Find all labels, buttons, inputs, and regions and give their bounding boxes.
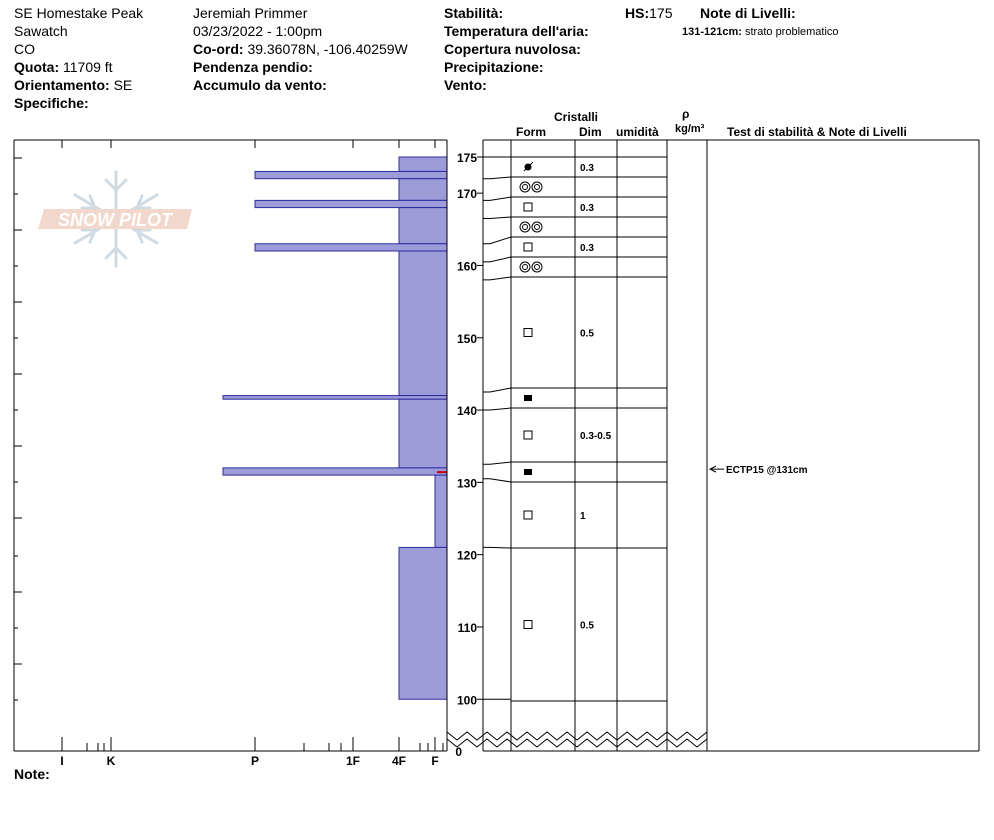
layer-connector: [483, 388, 511, 392]
faceted-icon: [524, 243, 532, 251]
watermark-text: SNOW PILOT: [58, 210, 172, 230]
specifics-label: Specifiche:: [14, 95, 89, 111]
grain-size-value: 0.3-0.5: [580, 431, 612, 442]
hardness-bar-6: [399, 251, 447, 396]
precipitation-label: Precipitazione:: [444, 59, 544, 75]
grain-form-melt-freeze: [520, 262, 542, 272]
hardness-tick-label-I: I: [60, 754, 64, 768]
melt-freeze-icon: [520, 262, 530, 272]
grain-form-rounding: [524, 162, 533, 171]
grain-form-faceted: [524, 511, 532, 519]
layer-connector: [483, 237, 511, 244]
grain-size-value: 1: [580, 511, 586, 522]
faceted-icon: [524, 203, 532, 211]
hardness-bar-3: [255, 200, 447, 207]
elevation-label: Quota:: [14, 59, 60, 75]
grain-size-value: 0.3: [580, 243, 594, 254]
depth-tick-label: 160: [456, 259, 477, 274]
hardness-bar-11: [399, 547, 447, 699]
layer-table: [447, 140, 979, 751]
grain-size-value: 0.5: [580, 620, 594, 632]
hardness-tick-label-F: F: [431, 754, 439, 768]
grain-form-faceted: [524, 621, 532, 629]
moisture-header: umidità: [616, 125, 659, 139]
grain-form-faceted: [524, 203, 532, 211]
melt-freeze-icon: [532, 182, 542, 192]
melt-freeze-icon: [520, 222, 530, 232]
grain-form-faceted: [524, 243, 532, 251]
depth-tick-label: 120: [456, 548, 477, 563]
depth-tick-label: 140: [456, 404, 477, 419]
layer-notes-label: Note di Livelli:: [700, 5, 796, 21]
layer-connector: [483, 462, 511, 464]
melt-freeze-icon: [535, 185, 540, 190]
grain-form-melt-freeze: [520, 182, 542, 192]
layer-connector: [483, 277, 511, 280]
depth-tick-label: 100: [456, 693, 477, 708]
stability-label: Stabilità:: [444, 5, 504, 21]
grain-form-melt-freeze: [520, 222, 542, 232]
layer-connector: [483, 177, 511, 179]
density-unit-header: kg/m³: [675, 123, 705, 135]
melt-freeze-icon: [532, 262, 542, 272]
hardness-tick-label-1F: 1F: [345, 754, 361, 768]
depth-tick-label: 150: [456, 331, 477, 346]
hardness-tick-label-K: K: [106, 754, 116, 768]
melt-freeze-icon: [523, 225, 528, 230]
wind-label: Vento:: [444, 77, 487, 93]
rho-header: ρ: [682, 107, 690, 121]
datetime: 03/23/2022 - 1:00pm: [193, 23, 323, 39]
melt-freeze-icon: [523, 265, 528, 270]
hardness-bar-5: [255, 244, 447, 251]
air-temp-label: Temperatura dell'aria:: [444, 23, 589, 39]
hs-label: HS:: [625, 5, 650, 21]
stability-test-label: ECTP15 @131cm: [726, 465, 808, 477]
form-header: Form: [516, 125, 546, 139]
hardness-bar-8: [399, 399, 447, 468]
crust-icon: [524, 395, 532, 401]
grain-form-crust: [524, 395, 532, 401]
note-label: Note:: [14, 766, 50, 782]
melt-freeze-icon: [535, 225, 540, 230]
melt-freeze-icon: [520, 182, 530, 192]
hardness-tick-label-P: P: [250, 754, 260, 768]
grain-size-value: 0.3: [580, 203, 594, 214]
hardness-tick-label-4F: 4F: [391, 754, 407, 768]
elevation-value: 11709 ft: [63, 59, 113, 75]
grain-size-value: 0.3: [580, 163, 594, 174]
hardness-bar-9: [223, 468, 447, 475]
grain-form-faceted: [524, 329, 532, 337]
depth-break-label: 0: [455, 745, 462, 759]
location: SE Homestake Peak: [14, 5, 144, 21]
faceted-icon: [524, 621, 532, 629]
scale-break-line: [447, 732, 707, 740]
aspect-value: SE: [113, 77, 133, 93]
hardness-bar-2: [399, 179, 447, 201]
mountain-range: Sawatch: [14, 23, 68, 39]
layer-note-text: strato problematico: [745, 26, 839, 38]
melt-freeze-icon: [532, 222, 542, 232]
layer-connector: [483, 408, 511, 410]
hardness-bar-1: [255, 171, 447, 178]
faceted-icon: [524, 329, 532, 337]
melt-freeze-icon: [535, 265, 540, 270]
grain-size-value: 0.5: [580, 328, 594, 340]
melt-freeze-icon: [523, 185, 528, 190]
cloud-cover-label: Copertura nuvolosa:: [444, 41, 581, 57]
depth-tick-label: 110: [457, 620, 477, 635]
depth-tick-label: 175: [456, 151, 477, 165]
dim-header: Dim: [579, 125, 602, 139]
faceted-icon: [524, 431, 532, 439]
coord-value: 39.36078N, -106.40259W: [247, 41, 408, 57]
faceted-icon: [524, 511, 532, 519]
snowpilot-watermark: [38, 172, 192, 266]
coord-label: Co-ord:: [193, 41, 244, 57]
crust-icon: [524, 469, 532, 475]
state: CO: [14, 41, 35, 57]
hardness-bar-0: [399, 157, 447, 171]
layer-connector: [483, 479, 511, 482]
depth-tick-label: 130: [456, 476, 477, 491]
wind-loading-label: Accumulo da vento:: [193, 77, 327, 93]
aspect-label: Orientamento:: [14, 77, 110, 93]
layer-note-range: 131-121cm:: [682, 26, 742, 38]
grain-form-faceted: [524, 431, 532, 439]
hardness-bar-10: [435, 475, 447, 547]
layer-connector: [483, 257, 511, 262]
hardness-bar-7: [223, 396, 447, 400]
layer-connector: [483, 547, 511, 548]
slope-label: Pendenza pendio:: [193, 59, 313, 75]
observer: Jeremiah Primmer: [193, 5, 308, 21]
hardness-profile: [223, 157, 447, 699]
depth-tick-label: 170: [456, 187, 477, 202]
layer-connector: [483, 197, 511, 200]
stability-notes-header: Test di stabilità & Note di Livelli: [727, 125, 907, 139]
crystals-header: Cristalli: [554, 110, 599, 124]
layer-connector: [483, 217, 511, 218]
grain-form-crust: [524, 469, 532, 475]
hardness-bar-4: [399, 208, 447, 244]
hs-value: 175: [649, 5, 673, 21]
